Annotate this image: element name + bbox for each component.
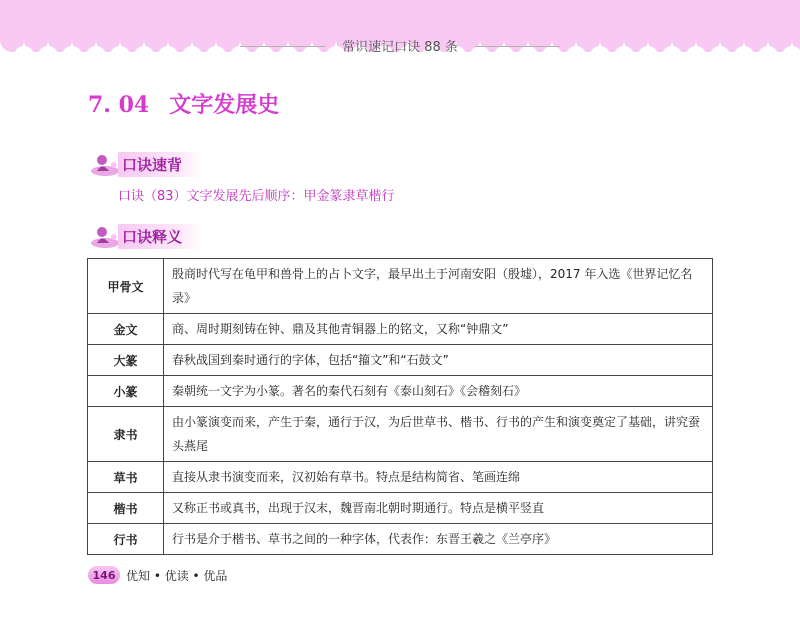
table-value-cell: 由小篆演变而来，产生于秦，通行于汉，为后世草书、楷书、行书的产生和演变奠定了基础，讲究蚕头燕尾 bbox=[164, 407, 713, 462]
table-key-cell: 金文 bbox=[88, 314, 164, 345]
table-row bbox=[88, 314, 713, 345]
table-value-cell: 直接从隶书演变而来，汉初始有草书。特点是结构简省、笔画连绵 bbox=[164, 462, 713, 493]
page-number: 146 bbox=[88, 566, 120, 584]
table-key-cell: 楷书 bbox=[88, 493, 164, 524]
footer-slogan: 优知 • 优读 • 优品 bbox=[126, 568, 228, 583]
table-value-cell: 秦朝统一文字为小篆。著名的秦代石刻有《泰山刻石》《会稽刻石》 bbox=[164, 376, 713, 407]
figure-icon bbox=[88, 223, 122, 249]
subhead-explain bbox=[88, 222, 202, 250]
table-row bbox=[88, 524, 713, 555]
subhead-recite bbox=[88, 150, 202, 178]
table-value-cell: 行书是介于楷书、草书之间的一种字体，代表作：东晋王羲之《兰亭序》 bbox=[164, 524, 713, 555]
subhead-recite-label: 口诀速背 bbox=[118, 152, 202, 177]
table-key-cell: 小篆 bbox=[88, 376, 164, 407]
table-key-cell: 行书 bbox=[88, 524, 164, 555]
running-header-title: 常识速记口诀 88 条 bbox=[342, 40, 458, 55]
header-rule-right bbox=[475, 46, 560, 47]
table-key-cell: 隶书 bbox=[88, 407, 164, 462]
section-title: 文字发展史 bbox=[169, 93, 280, 118]
section-number: 7. 04 bbox=[88, 92, 150, 118]
figure-icon bbox=[88, 151, 122, 177]
top-decorative-band bbox=[0, 0, 800, 40]
table-row bbox=[88, 259, 713, 314]
table-row bbox=[88, 376, 713, 407]
table-row bbox=[88, 407, 713, 462]
script-history-table bbox=[87, 258, 713, 555]
table-row bbox=[88, 345, 713, 376]
table-value-cell: 又称正书或真书，出现于汉末，魏晋南北朝时期通行。特点是横平竖直 bbox=[164, 493, 713, 524]
table-value-cell: 商、周时期刻铸在钟、鼎及其他青铜器上的铭文，又称“钟鼎文” bbox=[164, 314, 713, 345]
table-value-cell: 殷商时代写在龟甲和兽骨上的占卜文字，最早出土于河南安阳（殷墟），2017 年入选《世界记忆名录》 bbox=[164, 259, 713, 314]
header-rule-left bbox=[240, 46, 325, 47]
page-footer bbox=[88, 566, 227, 584]
table-key-cell: 甲骨文 bbox=[88, 259, 164, 314]
table-key-cell: 大篆 bbox=[88, 345, 164, 376]
section-heading bbox=[88, 88, 279, 119]
table-row bbox=[88, 493, 713, 524]
table-row bbox=[88, 462, 713, 493]
mnemonic-text: 口诀（83）文字发展先后顺序：甲金篆隶草楷行 bbox=[118, 189, 395, 204]
table-key-cell: 草书 bbox=[88, 462, 164, 493]
subhead-explain-label: 口诀释义 bbox=[118, 224, 202, 249]
table-value-cell: 春秋战国到秦时通行的字体，包括“籀文”和“石鼓文” bbox=[164, 345, 713, 376]
